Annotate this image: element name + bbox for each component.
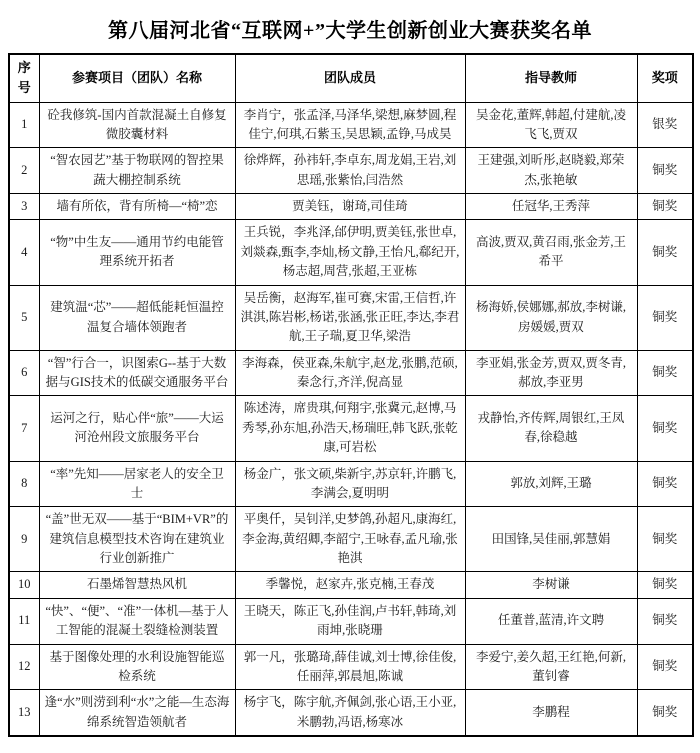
advisors-cell: 郭放,刘辉,王璐: [465, 461, 637, 507]
project-name-cell: 逢“水”则涝到利“水”之能—生态海绵系统智造领航者: [39, 690, 235, 736]
project-name-cell: “智农园艺”基于物联网的智控果蔬大棚控制系统: [39, 148, 235, 194]
advisors-cell: 高波,贾双,黄召雨,张金芳,王希平: [465, 220, 637, 285]
table-row: [9, 350, 693, 396]
award-cell: 铜奖: [637, 644, 693, 690]
advisors-cell: 杨海娇,侯娜娜,郝放,李树谦,房媛媛,贾双: [465, 285, 637, 350]
table-row: [9, 220, 693, 285]
team-members-cell: 郭一凡，张璐琦,薛佳诚,刘士博,徐佳俊,任丽萍,郭晨旭,陈诚: [235, 644, 465, 690]
row-number-cell: 5: [9, 285, 39, 350]
table-row: [9, 572, 693, 598]
row-number-cell: 8: [9, 461, 39, 507]
project-name-cell: 墙有所依，背有所椅—“椅”恋: [39, 194, 235, 220]
team-members-cell: 吴岳衡，赵海军,崔可赛,宋雷,王信哲,许淇淇,陈岩彬,杨诺,张涵,张正旺,李达,李君航,王子瑞,夏卫华,梁浩: [235, 285, 465, 350]
award-cell: 铜奖: [637, 220, 693, 285]
col-header-project: 参赛项目（团队）名称: [39, 54, 235, 102]
award-cell: 银奖: [637, 102, 693, 148]
table-header-row: [9, 54, 693, 102]
row-number-cell: 9: [9, 507, 39, 572]
table-row: [9, 102, 693, 148]
award-cell: 铜奖: [637, 194, 693, 220]
project-name-cell: 建筑温“芯”——超低能耗恒温控温复合墙体领跑者: [39, 285, 235, 350]
award-cell: 铜奖: [637, 690, 693, 736]
advisors-cell: 李亚娟,张金芳,贾双,贾冬青,郝放,李亚男: [465, 350, 637, 396]
table-row: [9, 194, 693, 220]
advisors-cell: 吴金花,董辉,韩超,付建航,凌飞飞,贾双: [465, 102, 637, 148]
table-row: [9, 461, 693, 507]
team-members-cell: 平奥仟，吴钊洋,史梦鸽,孙超凡,康海红,李金海,黄绍卿,李韶宁,王咏春,孟凡瑜,张艳淇: [235, 507, 465, 572]
advisors-cell: 田国锋,吴佳丽,郭慧娟: [465, 507, 637, 572]
award-cell: 铜奖: [637, 396, 693, 461]
project-name-cell: 石墨烯智慧热风机: [39, 572, 235, 598]
advisors-cell: 任董普,蓝清,许文聘: [465, 598, 637, 644]
project-name-cell: “物”中生友——通用节约电能管理系统开拓者: [39, 220, 235, 285]
team-members-cell: 贾美钰，谢琦,司佳琦: [235, 194, 465, 220]
award-cell: 铜奖: [637, 507, 693, 572]
advisors-cell: 戎静怡,齐传辉,周银红,王凤春,徐稳越: [465, 396, 637, 461]
col-header-award: 奖项: [637, 54, 693, 102]
team-members-cell: 王兵锐，李兆泽,邰伊明,贾美钰,张世卓,刘燚森,甄李,李灿,杨文静,王怡凡,郗纪开,杨志超,周营,张超,王亚栋: [235, 220, 465, 285]
row-number-cell: 11: [9, 598, 39, 644]
table-row: [9, 148, 693, 194]
project-name-cell: “盖”世无双——基于“BIM+VR”的建筑信息模型技术咨询在建筑业行业创新推广: [39, 507, 235, 572]
team-members-cell: 徐烨辉，孙祎轩,李卓东,周龙娟,王岩,刘思瑶,张紫怡,闫浩然: [235, 148, 465, 194]
row-number-cell: 6: [9, 350, 39, 396]
table-row: [9, 644, 693, 690]
row-number-cell: 2: [9, 148, 39, 194]
advisors-cell: 王建强,刘昕彤,赵晓毅,郑荣杰,张艳敏: [465, 148, 637, 194]
advisors-cell: 李鹏程: [465, 690, 637, 736]
row-number-cell: 12: [9, 644, 39, 690]
project-name-cell: 砼我修筑-国内首款混凝土自修复微胶囊材料: [39, 102, 235, 148]
row-number-cell: 7: [9, 396, 39, 461]
col-header-no: 序号: [9, 54, 39, 102]
advisors-cell: 任冠华,王秀萍: [465, 194, 637, 220]
award-cell: 铜奖: [637, 350, 693, 396]
award-cell: 铜奖: [637, 598, 693, 644]
team-members-cell: 杨宇飞，陈宇航,齐佩剑,张心语,王小亚,米鹏勃,冯语,杨寒冰: [235, 690, 465, 736]
project-name-cell: “智”行合一，识图索G--基于大数据与GIS技术的低碳交通服务平台: [39, 350, 235, 396]
table-row: [9, 396, 693, 461]
team-members-cell: 李肖宁，张孟泽,马泽华,梁想,麻梦圆,程佳宁,何琪,石紫玉,吴思颖,孟铮,马成昊: [235, 102, 465, 148]
row-number-cell: 4: [9, 220, 39, 285]
project-name-cell: “率”先知——居家老人的安全卫士: [39, 461, 235, 507]
col-header-teachers: 指导教师: [465, 54, 637, 102]
project-name-cell: 运河之行，贴心伴“旅”——大运河沧州段文旅服务平台: [39, 396, 235, 461]
team-members-cell: 李海森，侯亚森,朱航宇,赵龙,张鹏,范硕,秦念行,齐洋,倪高显: [235, 350, 465, 396]
award-cell: 铜奖: [637, 148, 693, 194]
col-header-members: 团队成员: [235, 54, 465, 102]
project-name-cell: “快”、“便”、“准”一体机—基于人工智能的混凝土裂缝检测装置: [39, 598, 235, 644]
row-number-cell: 1: [9, 102, 39, 148]
award-cell: 铜奖: [637, 572, 693, 598]
table-row: [9, 690, 693, 736]
team-members-cell: 王晓天，陈正飞,孙佳润,卢书轩,韩琦,刘雨坤,张晓珊: [235, 598, 465, 644]
awards-table: [8, 53, 694, 737]
advisors-cell: 李爱宁,姜久超,王红艳,何新,董钊睿: [465, 644, 637, 690]
page-title: 第八届河北省“互联网+”大学生创新创业大赛获奖名单: [108, 20, 592, 42]
award-cell: 铜奖: [637, 285, 693, 350]
table-row: [9, 598, 693, 644]
row-number-cell: 13: [9, 690, 39, 736]
team-members-cell: 杨金广，张文硕,柴新宇,苏京轩,许鹏飞,李满会,夏明明: [235, 461, 465, 507]
team-members-cell: 季馨悦，赵家卉,张克楠,王春茂: [235, 572, 465, 598]
table-row: [9, 285, 693, 350]
award-cell: 铜奖: [637, 461, 693, 507]
row-number-cell: 3: [9, 194, 39, 220]
project-name-cell: 基于图像处理的水利设施智能巡检系统: [39, 644, 235, 690]
row-number-cell: 10: [9, 572, 39, 598]
table-row: [9, 507, 693, 572]
advisors-cell: 李树谦: [465, 572, 637, 598]
team-members-cell: 陈述涛，席贵琪,何翔宇,张冀元,赵博,马秀琴,孙东旭,孙浩天,杨瑞旺,韩飞跃,张乾康,可岩松: [235, 396, 465, 461]
